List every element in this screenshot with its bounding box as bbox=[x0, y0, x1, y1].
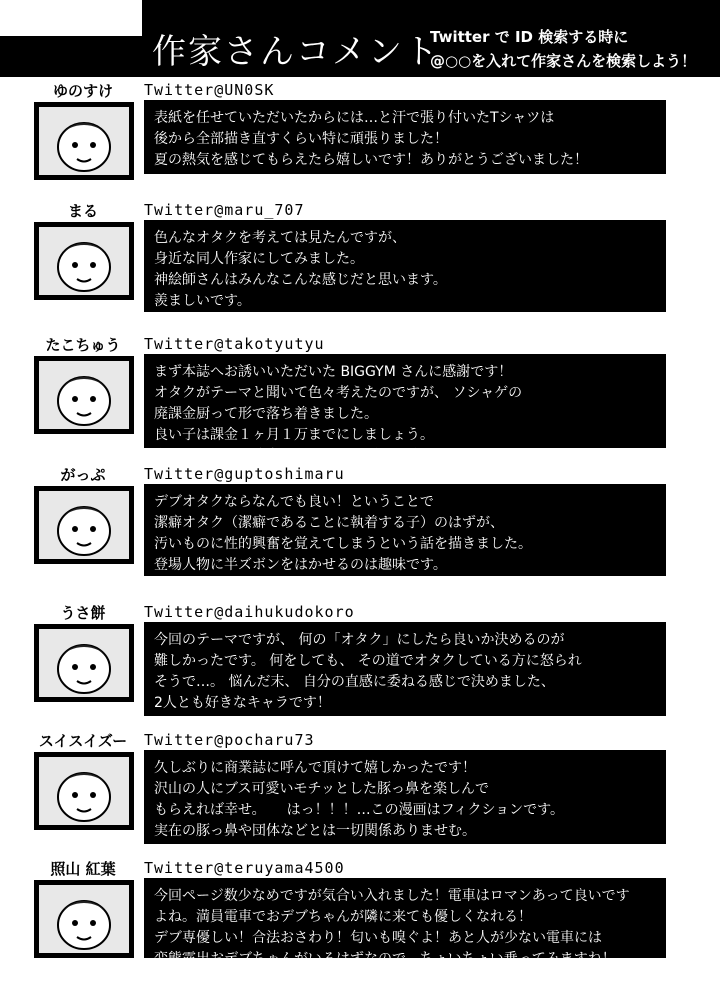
author-entry bbox=[0, 728, 720, 858]
comment-line: 後から全部描き直すくらい特に頑張りました！ bbox=[154, 131, 448, 147]
comment-line: 色んなオタクを考えては見たんですが、 bbox=[154, 230, 406, 246]
comment-line: 今回のテーマですが、 何の「オタク」にしたら良いか決めるのが bbox=[154, 632, 565, 648]
author-entry bbox=[0, 600, 720, 730]
comment-box bbox=[144, 878, 666, 967]
author-entry bbox=[0, 78, 720, 208]
twitter-handle: Twitter@takotyutyu bbox=[144, 335, 325, 353]
twitter-handle: Twitter@maru_707 bbox=[144, 201, 305, 219]
comment-line: 久しぶりに商業誌に呼んで頂けて嬉しかったです！ bbox=[154, 760, 476, 776]
comment-line: デブ専優しい！合法おさわり！匂いも嗅ぐよ！あと人が少ない電車には bbox=[154, 930, 602, 946]
comment-line: 潔癖オタク（潔癖であることに執着する子）のはずが、 bbox=[154, 515, 504, 531]
comment-line: 夏の熱気を感じてもらえたら嬉しいです！ありがとうございました！ bbox=[154, 152, 588, 168]
author-name: スイスイズー bbox=[38, 732, 128, 750]
author-avatar-icon bbox=[34, 624, 134, 702]
comment-line: 今回ページ数少なめですが気合い入れました！電車はロマンあって良いです bbox=[154, 888, 630, 904]
page-title: 作家さんコメント bbox=[152, 32, 440, 72]
comment-line: 汚いものに性的興奮を覚えてしまうという話を描きました。 bbox=[154, 536, 532, 552]
twitter-handle: Twitter@teruyama4500 bbox=[144, 859, 345, 877]
author-entry bbox=[0, 198, 720, 328]
author-name: 照山 紅葉 bbox=[50, 860, 116, 878]
twitter-handle: Twitter@daihukudokoro bbox=[144, 603, 355, 621]
author-avatar-icon bbox=[34, 880, 134, 958]
author-name: がっぷ bbox=[60, 466, 106, 484]
comment-box bbox=[144, 750, 666, 844]
author-avatar-icon bbox=[34, 222, 134, 300]
author-name: うさ餅 bbox=[60, 604, 106, 622]
comment-line: 表紙を任せていただいたからには…と汗で張り付いたTシャツは bbox=[154, 110, 555, 126]
comment-line: 良い子は課金１ヶ月１万までにしましょう。 bbox=[154, 427, 434, 443]
comment-line: 2人とも好きなキャラです！ bbox=[154, 695, 331, 711]
comment-line: もらえれば幸せ。 はっ！！！…この漫画はフィクションです。 bbox=[154, 802, 565, 818]
twitter-handle: Twitter@UN0SK bbox=[144, 81, 275, 99]
comment-box bbox=[144, 484, 666, 576]
comment-line: 変態露出おデブちゃんがいるはずなので、ちょいちょい乗ってみますね！ bbox=[154, 951, 616, 967]
author-entry bbox=[0, 332, 720, 462]
author-name: まる bbox=[67, 202, 98, 220]
author-entry bbox=[0, 856, 720, 986]
search-tip-line-1: Twitter で ID 検索する時に bbox=[430, 28, 629, 46]
comment-line: オタクがテーマと聞いて色々考えたのですが、 ソシャゲの bbox=[154, 385, 523, 401]
comment-line: 神絵師さんはみんなこんな感じだと思います。 bbox=[154, 272, 447, 288]
author-name: ゆのすけ bbox=[52, 82, 113, 100]
header-notch bbox=[0, 0, 142, 36]
comment-line: デブオタクならなんでも良い！ということで bbox=[154, 494, 434, 510]
comment-box bbox=[144, 220, 666, 312]
comment-line: 賢い子は月一万貯金しますけどね（＾o＾） bbox=[154, 448, 429, 464]
comment-box bbox=[144, 622, 666, 716]
comment-box bbox=[144, 100, 666, 174]
comment-line: よね。満員電車でおデブちゃんが隣に来ても優しくなれる！ bbox=[154, 909, 532, 925]
author-entry bbox=[0, 462, 720, 592]
comment-line: 身近な同人作家にしてみました。 bbox=[154, 251, 364, 267]
twitter-handle: Twitter@pocharu73 bbox=[144, 731, 315, 749]
comment-line: 廃課金厨って形で落ち着きました。 bbox=[154, 406, 378, 422]
comment-line: まず本誌へお誘いいただいた BIGGYM さんに感謝です！ bbox=[154, 364, 513, 380]
comment-line: そうで…。 悩んだ末、 自分の直感に委ねる感じで決めました、 bbox=[154, 674, 555, 690]
comment-line: 登場人物に半ズボンをはかせるのは趣味です。 bbox=[154, 557, 447, 573]
comment-line: 実在の豚っ鼻や団体などとは一切関係ありませむ。 bbox=[154, 823, 476, 839]
author-avatar-icon bbox=[34, 356, 134, 434]
author-avatar-icon bbox=[34, 486, 134, 564]
search-tip-line-2: @○○を入れて作家さんを検索しよう！ bbox=[430, 52, 697, 70]
comment-line: 沢山の人にブス可愛いモチッとした豚っ鼻を楽しんで bbox=[154, 781, 490, 797]
author-avatar-icon bbox=[34, 752, 134, 830]
author-name: たこちゅう bbox=[45, 336, 121, 354]
comment-box bbox=[144, 354, 666, 464]
comment-line: 羨ましいです。 bbox=[154, 293, 251, 309]
author-avatar-icon bbox=[34, 102, 134, 180]
twitter-handle: Twitter@guptoshimaru bbox=[144, 465, 345, 483]
comment-line: 難しかったです。 何をしても、 その道でオタクしている方に怒られ bbox=[154, 653, 582, 669]
